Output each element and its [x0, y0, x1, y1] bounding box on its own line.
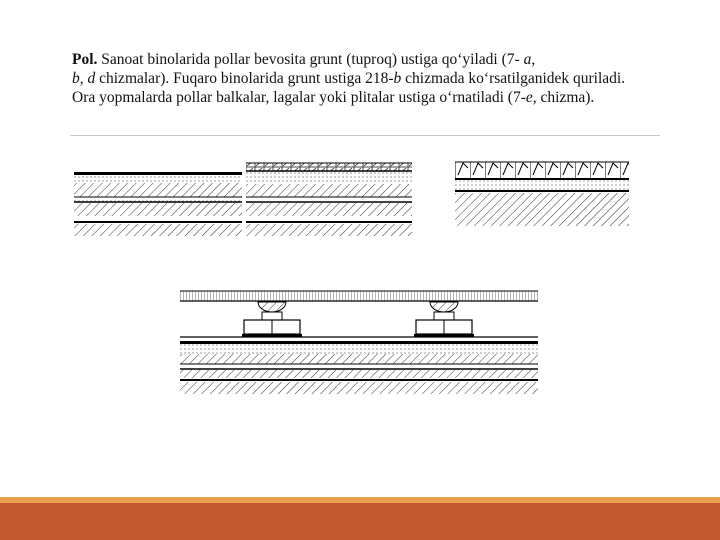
italic-ref: a [523, 51, 532, 68]
footer-accent-bar [0, 503, 720, 540]
floor-section-diagram-b [246, 160, 412, 236]
body-paragraph [72, 50, 652, 107]
text-run: chizmada ko‘rsatilganidek quriladi. Ora yopmalarda pollar balkalar, lagalar yoki plitalar ustiga o‘rnatiladi (7- [72, 70, 626, 106]
text-run: Sanoat binolarida pollar bevosita grunt (tuproq) ustiga qo‘yiladi (7- [97, 51, 524, 68]
floor-section-diagram-a [74, 160, 242, 236]
text-run: , chizma). [532, 89, 595, 106]
italic-ref: d [87, 70, 96, 87]
italic-ref: e [525, 89, 533, 106]
divider-line [70, 135, 660, 136]
text-run: chizmalar). Fuqaro binolarida grunt ustiga 218- [95, 70, 394, 87]
floor-section-diagram-d [455, 160, 629, 226]
italic-ref: b [72, 70, 80, 87]
italic-ref: b [393, 70, 402, 87]
term-pol: Pol. [72, 51, 98, 68]
text-run: , [79, 70, 88, 87]
floor-section-diagram-e [180, 288, 538, 394]
text-run: , [531, 51, 536, 68]
